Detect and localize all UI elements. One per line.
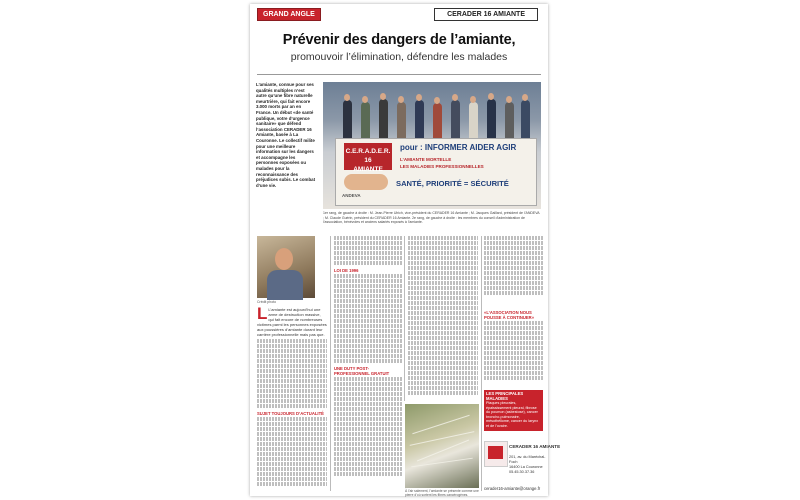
subhead-association: «L’ASSOCIATION NOUS POUSSE À CONTINUER» <box>484 310 535 320</box>
quote-section <box>484 310 543 381</box>
magazine-page <box>250 4 561 497</box>
handshake-illustration <box>344 174 388 190</box>
group-photo <box>323 82 541 209</box>
banner-line-1: L’AMIANTE MORTELLE <box>400 157 452 162</box>
page-subtitle: promouvoir l’élimination, défendre les malades <box>290 51 508 63</box>
article-column-1 <box>257 304 327 487</box>
contact-email[interactable]: cerader16-amiante@orange.fr <box>484 486 541 491</box>
dropcap: L <box>257 304 268 323</box>
association-logo <box>484 441 508 467</box>
diseases-box <box>484 390 543 431</box>
portrait-photo <box>257 236 315 298</box>
photo-caption: 1er rang, de gauche à droite : M. Jean-Pierre Ulrich, vice-président du CERADER 16 Amiante ; M. Jacques Gaillard, président de l’ANDEVA ; M. Claude Guérin, président du CERADER 16 Amiante. 2e rang, de gauche à droite : les membres du conseil d’administration de l’association, bénévoles et anciens salariés exposés à l’amiante. <box>323 211 540 224</box>
banner-slogan: SANTÉ, PRIORITÉ = SÉCURITÉ <box>396 179 509 188</box>
article-column-2 <box>334 236 402 477</box>
title-divider <box>257 74 541 75</box>
subhead-loi: LOI DE 1996 <box>334 268 359 273</box>
banner-andeva: ANDEVA <box>342 193 361 198</box>
cerader-logo: C.E.R.A.D.E.R. 16 AMIANTE <box>344 143 392 170</box>
contact-name: CERADER 16 AMIANTE <box>509 444 561 449</box>
section-tag: GRAND ANGLE <box>257 8 321 21</box>
article-column-4 <box>484 236 543 296</box>
banner-line-2: LES MALADIES PROFESSIONNELLES <box>400 164 484 169</box>
subhead-suivi: UNE DUTY POST-PROFESSIONNEL GRATUIT <box>334 366 390 376</box>
association-banner <box>335 138 537 206</box>
contact-address: 201, av. du Maréchal-Foch 16400 La Couronne 05.45.30.37.36 <box>509 455 546 474</box>
asbestos-caption: À l’air salement, l’amiante se présente comme une pierre d’où sortent les fibres cancérogènes. <box>405 489 479 497</box>
page-title: Prévenir des dangers de l’amiante, <box>282 32 516 48</box>
asbestos-photo <box>405 404 479 488</box>
article-column-3 <box>408 236 478 396</box>
intro-chapo: L’amiante, connue pour ses qualités multiples n’est autre qu’une fibre naturelle meurtrière, qui fait encore 3.000 morts par an en France. Un début «de santé publique, votre d’urgence sanitaire» que défend l’association CERADER 16 Amiante, basée à La Couronne. Le collectif milite pour une meilleure information sur les dangers et accompagne les personnes exposées ou malades pour la reconnaissance des préjudices subis. Le combat d’une vie. <box>256 82 316 188</box>
diseases-box-title: LES PRINCIPALES MALADIES <box>486 391 524 401</box>
article-intro: L’amiante est aujourd’hui une arme de destruction massive, qui fait encore de nombreuses victimes parmi les personnes exposées aux poussières d’amiante durant leur carrière professionnelle mais pas que. <box>257 307 327 337</box>
banner-motto: pour : INFORMER AIDER AGIR <box>400 143 517 152</box>
rubric-label: CERADER 16 AMIANTE <box>434 8 538 21</box>
subhead-actualite: SUJET TOUJOURS D’ACTUALITÉ <box>257 411 324 416</box>
photo-credit: Crédit photo <box>257 300 277 304</box>
diseases-box-text: Plaques pleurales, épaississement pleural, fibrose du poumon (asbestose), cancer broncho-pulmonaire, mésothéliome, cancer du larynx et de l’ovaire. <box>486 401 539 428</box>
